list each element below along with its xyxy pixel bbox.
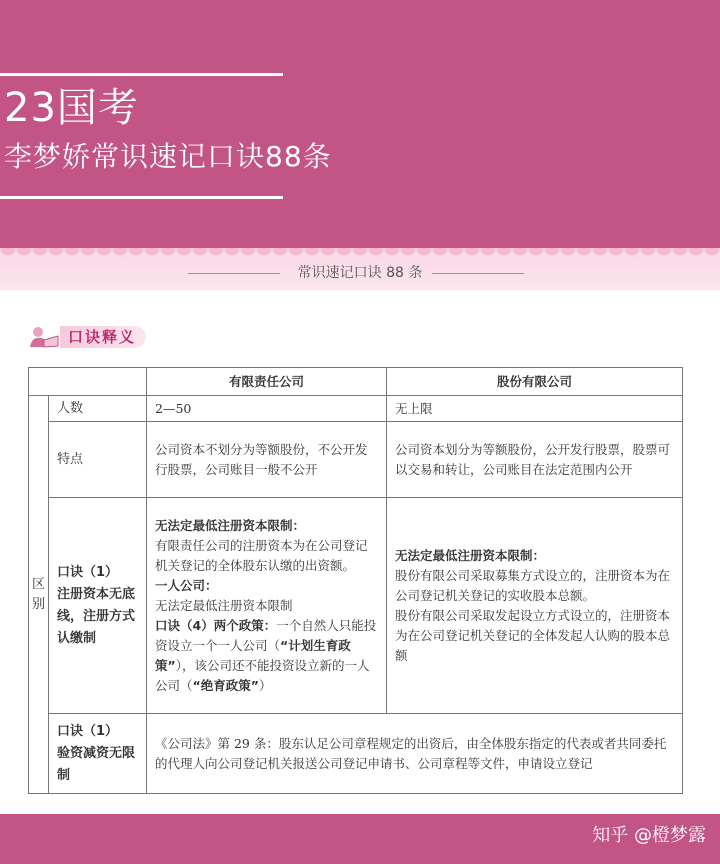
comparison-table <box>28 367 683 794</box>
table-row-capital <box>29 498 683 714</box>
row-label-verification-line2: 验资减资无限制 <box>57 745 136 783</box>
cell-features-limited: 公司资本不划分为等额股份，不公开发行股票，公司账目一般不公开 <box>147 422 387 498</box>
divider-top <box>0 73 283 76</box>
table-row-features <box>29 422 683 498</box>
header-rule-right <box>432 273 524 274</box>
cell-capital-joint <box>387 498 683 714</box>
group-label-char-1: 区 <box>31 576 45 592</box>
table-row-headcount <box>29 396 683 422</box>
capital-limited-policy-bold-a: “计划生育政策” <box>155 637 351 673</box>
capital-joint-text-2: 股份有限公司采取发起设立方式设立的，注册资本为在公司登记机关登记的全体发起人认购的股本总额 <box>395 607 671 663</box>
page-title: 23国考 <box>4 85 139 131</box>
header-joint-stock-company: 股份有限公司 <box>387 368 683 396</box>
capital-limited-policy-text-a: 一个自然人只能投资设立一个一人公司（ <box>155 617 377 653</box>
cell-headcount-joint: 无上限 <box>387 396 683 422</box>
group-label-char-2: 别 <box>31 596 45 612</box>
section-heading <box>22 322 162 352</box>
reading-figure-icon <box>28 326 60 348</box>
capital-limited-text-2: 无法定最低注册资本限制 <box>155 597 293 613</box>
cell-features-joint: 公司资本划分为等额股份，公开发行股票，股票可以交易和转让，公司账目在法定范围内公开 <box>387 422 683 498</box>
header-blank <box>29 368 147 396</box>
header-limited-company: 有限责任公司 <box>147 368 387 396</box>
row-label-capital <box>49 498 147 714</box>
capital-limited-policy-text-b: ），该公司还不能投资设立新的一人公司（ <box>155 657 370 693</box>
cell-capital-limited <box>147 498 387 714</box>
row-label-features: 特点 <box>49 422 147 498</box>
divider-bottom <box>0 196 283 199</box>
capital-limited-heading-1: 无法定最低注册资本限制： <box>155 517 306 533</box>
capital-limited-text-1: 有限责任公司的注册资本为在公司登记机关登记的全体股东认缴的出资额。 <box>155 537 368 573</box>
footer-bar <box>0 814 720 864</box>
table-row-verification <box>29 714 683 794</box>
row-label-capital-line1: 口诀（1） <box>57 564 119 580</box>
watermark: 知乎 @橙梦露 <box>592 825 706 846</box>
capital-limited-policy-bold-b: “绝育政策” <box>192 677 259 693</box>
running-header: 常识速记口诀 88 条 <box>297 265 423 281</box>
header-strip <box>0 248 720 290</box>
cell-headcount-limited: 2—50 <box>147 396 387 422</box>
page-subtitle: 李梦娇常识速记口诀88条 <box>4 140 332 173</box>
group-label-difference <box>29 396 49 794</box>
cell-verification: 《公司法》第 29 条：股东认足公司章程规定的出资后，由全体股东指定的代表或者共同委托的代理人向公司登记机关报送公司登记申请书、公司章程等文件，申请设立登记 <box>147 714 683 794</box>
capital-joint-text-1: 股份有限公司采取募集方式设立的，注册资本为在公司登记机关登记的实收股本总额。 <box>395 567 671 603</box>
capital-limited-heading-3: 口诀（4）两个政策： <box>155 617 277 633</box>
table-header-row <box>29 368 683 396</box>
capital-limited-policy <box>155 616 378 696</box>
row-label-verification <box>49 714 147 794</box>
section-label: 口诀释义 <box>60 326 146 348</box>
capital-limited-policy-text-c: ） <box>258 677 272 693</box>
capital-limited-heading-2: 一人公司： <box>155 577 218 593</box>
capital-joint-heading-1: 无法定最低注册资本限制： <box>395 547 546 563</box>
row-label-capital-line2: 注册资本无底线，注册方式认缴制 <box>57 586 136 646</box>
title-banner <box>0 0 720 248</box>
row-label-verification-line1: 口诀（1） <box>57 723 119 739</box>
row-label-headcount: 人数 <box>49 396 147 422</box>
